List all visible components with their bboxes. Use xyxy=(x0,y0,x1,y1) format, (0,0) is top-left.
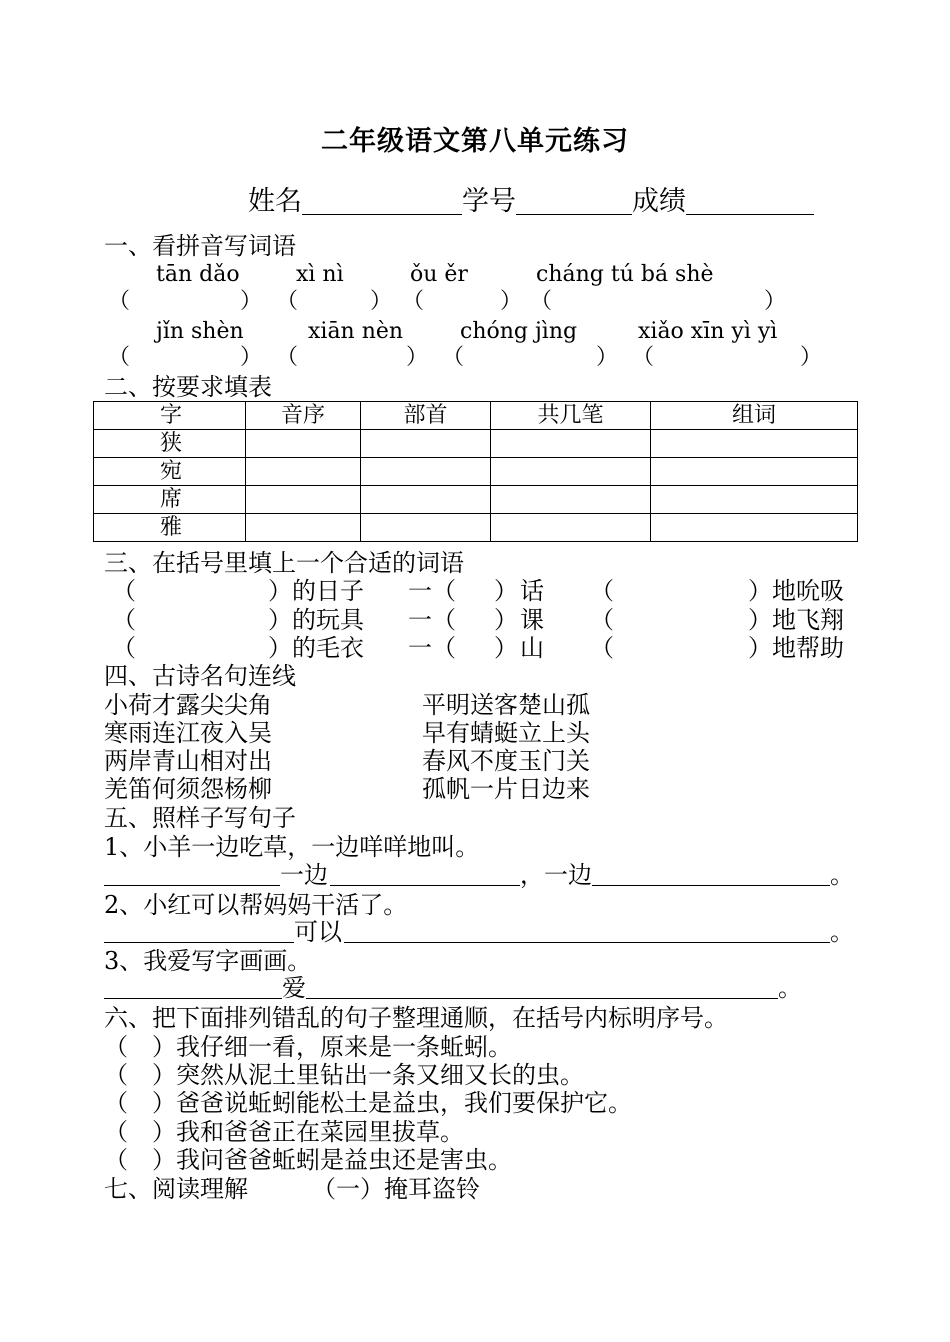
answer-line[interactable] xyxy=(104,998,282,999)
answer-line[interactable] xyxy=(306,998,778,999)
phrase-text: 话 xyxy=(520,577,544,605)
answer-paren-open[interactable]: （ xyxy=(108,289,131,314)
answer-paren-close: ） xyxy=(764,289,787,314)
table-row xyxy=(94,458,858,486)
header-radical: 部首 xyxy=(361,402,491,430)
input-cell[interactable] xyxy=(491,430,651,458)
answer-paren-open[interactable]: （ xyxy=(530,289,553,314)
order-paren[interactable]: （ ） xyxy=(104,1033,176,1061)
section-7-heading: 七、阅读理解 xyxy=(104,1175,248,1203)
list-item xyxy=(104,1120,464,1144)
list-item xyxy=(104,1063,584,1087)
section-6-heading: 六、把下面排列错乱的句子整理通顺，在括号内标明序号。 xyxy=(104,1004,728,1032)
paren-open[interactable]: （ xyxy=(590,577,614,605)
paren-close: ） xyxy=(268,606,292,634)
pinyin-7: chóng jìng xyxy=(460,319,578,344)
input-cell[interactable] xyxy=(361,486,491,514)
answer-paren-close: ） xyxy=(240,345,263,370)
poem-line-left[interactable]: 羌笛何须怨杨柳 xyxy=(104,775,272,803)
paren-open[interactable]: （ xyxy=(432,634,456,662)
one-label: 一 xyxy=(408,606,432,634)
answer-paren-close: ） xyxy=(406,345,429,370)
input-cell[interactable] xyxy=(651,486,858,514)
period: 。 xyxy=(830,861,854,889)
paren-close: ） xyxy=(268,577,292,605)
section-1-heading: 一、看拼音写词语 xyxy=(104,232,296,260)
answer-paren-open[interactable]: （ xyxy=(442,345,465,370)
table-row xyxy=(94,514,858,542)
phrase-text: 地帮助 xyxy=(772,634,844,662)
page-title: 二年级语文第八单元练习 xyxy=(321,126,629,157)
connector-text: 可以 xyxy=(294,918,342,946)
pinyin-4: cháng tú bá shè xyxy=(536,262,714,287)
poem-line-right[interactable]: 早有蜻蜓立上头 xyxy=(422,719,590,747)
phrase-text: 的毛衣 xyxy=(292,634,364,662)
connector-text: ，一边 xyxy=(520,861,592,889)
pinyin-2: xì nì xyxy=(296,262,344,287)
period: 。 xyxy=(778,974,802,1002)
pinyin-5: jǐn shèn xyxy=(156,319,244,344)
connector-text: 一边 xyxy=(280,861,328,889)
paren-open[interactable]: （ xyxy=(112,577,136,605)
poem-line-right[interactable]: 孤帆一片日边来 xyxy=(422,775,590,803)
table-row xyxy=(94,486,858,514)
section-3-heading: 三、在括号里填上一个合适的词语 xyxy=(104,549,464,577)
input-cell[interactable] xyxy=(651,514,858,542)
input-cell[interactable] xyxy=(651,458,858,486)
section-4-heading: 四、古诗名句连线 xyxy=(104,662,296,690)
list-item-text: 爸爸说蚯蚓能松土是益虫，我们要保护它。 xyxy=(176,1089,632,1117)
char-cell: 宛 xyxy=(94,458,246,486)
phrase-text: 山 xyxy=(520,634,544,662)
character-table xyxy=(93,401,858,542)
phrase-text: 的日子 xyxy=(292,577,364,605)
header-char: 字 xyxy=(94,402,246,430)
input-cell[interactable] xyxy=(246,514,361,542)
id-label: 学号 xyxy=(462,186,516,217)
input-cell[interactable] xyxy=(361,458,491,486)
phrase-text: 课 xyxy=(520,606,544,634)
section-5-heading: 五、照样子写句子 xyxy=(104,804,296,832)
student-info-row xyxy=(248,188,814,215)
table-row xyxy=(94,430,858,458)
paren-close: ） xyxy=(494,577,518,605)
order-paren[interactable]: （ ） xyxy=(104,1061,176,1089)
order-paren[interactable]: （ ） xyxy=(104,1118,176,1146)
list-item-text: 我和爸爸正在菜园里拔草。 xyxy=(176,1118,464,1146)
pinyin-8: xiǎo xīn yì yì xyxy=(638,319,778,344)
header-sequence: 音序 xyxy=(246,402,361,430)
char-cell: 席 xyxy=(94,486,246,514)
paren-close: ） xyxy=(494,606,518,634)
answer-paren-open[interactable]: （ xyxy=(632,345,655,370)
answer-paren-close: ） xyxy=(596,345,619,370)
char-cell: 狭 xyxy=(94,430,246,458)
phrase-text: 的玩具 xyxy=(292,606,364,634)
input-cell[interactable] xyxy=(651,430,858,458)
answer-paren-open[interactable]: （ xyxy=(276,345,299,370)
poem-line-left[interactable]: 两岸青山相对出 xyxy=(104,747,272,775)
list-item-text: 突然从泥土里钻出一条又细又长的虫。 xyxy=(176,1061,584,1089)
name-label: 姓名 xyxy=(248,186,302,217)
paren-open[interactable]: （ xyxy=(432,606,456,634)
answer-paren-close: ） xyxy=(370,289,393,314)
list-item xyxy=(104,1148,512,1172)
paren-close: ） xyxy=(494,634,518,662)
list-item-text: 我仔细一看，原来是一条蚯蚓。 xyxy=(176,1033,512,1061)
poem-line-left[interactable]: 寒雨连江夜入吴 xyxy=(104,719,272,747)
one-label: 一 xyxy=(408,634,432,662)
paren-close: ） xyxy=(748,606,772,634)
input-cell[interactable] xyxy=(491,486,651,514)
answer-paren-close: ） xyxy=(240,289,263,314)
answer-line[interactable] xyxy=(344,942,830,943)
name-field[interactable] xyxy=(302,192,462,215)
poem-line-right[interactable]: 平明送客楚山孤 xyxy=(422,691,590,719)
pinyin-3: ǒu ěr xyxy=(410,262,468,287)
poem-line-right[interactable]: 春风不度玉门关 xyxy=(422,747,590,775)
paren-open[interactable]: （ xyxy=(590,634,614,662)
poem-line-left[interactable]: 小荷才露尖尖角 xyxy=(104,691,272,719)
header-strokes: 共几笔 xyxy=(491,402,651,430)
answer-paren-open[interactable]: （ xyxy=(402,289,425,314)
pinyin-1: tān dǎo xyxy=(156,262,240,287)
example-sentence-1: 1、小羊一边吃草，一边咩咩地叫。 xyxy=(104,833,480,861)
score-field[interactable] xyxy=(686,192,814,215)
paren-close: ） xyxy=(268,634,292,662)
answer-line[interactable] xyxy=(104,885,280,886)
char-cell: 雅 xyxy=(94,514,246,542)
answer-line[interactable] xyxy=(104,942,294,943)
input-cell[interactable] xyxy=(491,458,651,486)
score-label: 成绩 xyxy=(632,186,686,217)
period: 。 xyxy=(830,918,854,946)
example-sentence-3: 3、我爱写字画画。 xyxy=(104,947,312,975)
paren-open[interactable]: （ xyxy=(590,606,614,634)
input-cell[interactable] xyxy=(361,514,491,542)
list-item-text: 我问爸爸蚯蚓是益虫还是害虫。 xyxy=(176,1146,512,1174)
paren-close: ） xyxy=(748,634,772,662)
input-cell[interactable] xyxy=(246,486,361,514)
paren-open[interactable]: （ xyxy=(112,606,136,634)
answer-paren-close: ） xyxy=(500,289,523,314)
header-words: 组词 xyxy=(651,402,858,430)
reading-title: （一）掩耳盗铃 xyxy=(312,1175,480,1203)
paren-open[interactable]: （ xyxy=(112,634,136,662)
answer-paren-open[interactable]: （ xyxy=(276,289,299,314)
input-cell[interactable] xyxy=(361,430,491,458)
order-paren[interactable]: （ ） xyxy=(104,1089,176,1117)
table-header-row xyxy=(94,402,858,430)
answer-line[interactable] xyxy=(592,885,830,886)
list-item xyxy=(104,1035,512,1059)
answer-line[interactable] xyxy=(330,885,520,886)
paren-open[interactable]: （ xyxy=(432,577,456,605)
input-cell[interactable] xyxy=(246,430,361,458)
section-2-heading: 二、按要求填表 xyxy=(104,373,272,401)
paren-close: ） xyxy=(748,577,772,605)
answer-paren-close: ） xyxy=(800,345,823,370)
list-item xyxy=(104,1091,632,1115)
phrase-text: 地吮吸 xyxy=(772,577,844,605)
order-paren[interactable]: （ ） xyxy=(104,1146,176,1174)
input-cell[interactable] xyxy=(491,514,651,542)
phrase-text: 地飞翔 xyxy=(772,606,844,634)
id-field[interactable] xyxy=(516,192,632,215)
connector-text: 爱 xyxy=(282,974,306,1002)
pinyin-6: xiān nèn xyxy=(308,319,404,344)
one-label: 一 xyxy=(408,577,432,605)
answer-paren-open[interactable]: （ xyxy=(108,345,131,370)
input-cell[interactable] xyxy=(246,458,361,486)
example-sentence-2: 2、小红可以帮妈妈干活了。 xyxy=(104,891,408,919)
